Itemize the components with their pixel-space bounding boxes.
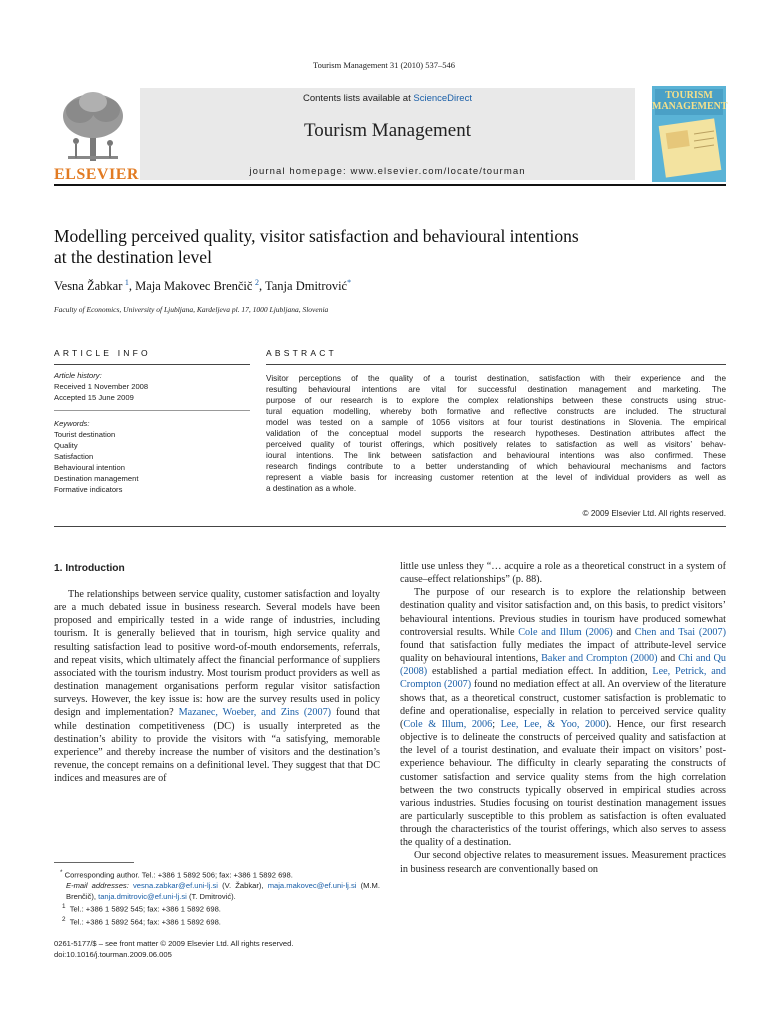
author-footnote-mark[interactable]: 1 [124,278,129,287]
citation-link[interactable]: Chi and Qu (2008) [400,653,726,678]
keyword: Formative indicators [54,485,123,494]
abstract-line: represent a viable basis for increasing customer retention at the level of individual providers as well as [266,473,726,483]
keyword: Quality [54,441,78,450]
article-history [54,370,148,403]
keywords-heading: Keywords: [54,419,90,428]
history-heading: Article history: [54,371,102,380]
journal-citation: Tourism Management 31 (2010) 537–546 [313,60,455,70]
citation-link[interactable]: Cole and Illum (2006) [518,626,613,638]
corresponding-author-note: * Corresponding author. Tel.: +386 1 5892 506; fax: +386 1 5892 698. [60,869,293,880]
author-name: Tanja Dmitrović [265,279,348,294]
front-matter [54,938,293,960]
intro-paragraph: little use unless they “… acquire a role as a theoretical construct in a system of cause–effect relationships” (p. 88). [400,561,726,586]
abstract-line: model was tested on a sample of 1056 visitors at four tourist destinations in Slovenia. The empirical [266,418,726,428]
author-name: Maja Makovec Brenčič [135,279,253,294]
intro-paragraph: Our second objective relates to measurement issues. Measurement practices in business research are conventionally based on [400,850,726,875]
cover-title-line2: MANAGEMENT [652,101,728,112]
accepted-date: Accepted 15 June 2009 [54,393,134,402]
paper-title [54,226,714,268]
abstract-line: Visitor perceptions of the quality of a tourist destination, satisfaction with their experience and the [266,374,726,383]
citation-link[interactable]: Baker and Crompton (2000) [541,653,658,665]
cover-title-line1: TOURISM [665,90,713,101]
article-info-label: ARTICLE INFO [54,348,151,358]
contents-prefix: Contents lists available at [303,93,414,104]
abstract-text [266,373,726,495]
email-link[interactable]: tanja.dmitrovic@ef.uni-lj.si [98,891,187,901]
footnotes [54,868,380,928]
citation-link[interactable]: Lee, Petrick, and Crompton (2007) [400,666,726,691]
abstract-copyright: © 2009 Elsevier Ltd. All rights reserved. [582,509,726,518]
intro-paragraph: The relationships between service quality, customer satisfaction and loyalty are a much debated issue in business research. Several models have been proposed and empirically tested in a wide range of industries, including tourism. It is generally believed that in tourism, high service quality and resulting satisfaction lead to positive word-of-mouth endorsements, referrals, and repeat visits, which ultimately affect the financial performance of suppliers associated with the tourism industry. Most tourism product providers as well as destination management organisations perform regular visitor satisfaction surveys. However, the key issue is: how are the survey results used in policy design and implementation? Mazanec, Woeber, and Zins (2007) found that while destination competitiveness (DC) is usually interpreted as the destination’s ability to provide the visitors with “a satisfying, memorable experience” and thereby increase the number of visitors and the destination’s revenue, the concept remains on a definitional level. They suggest that that DC indices and measures are of [54,589,380,785]
corresponding-mark: * [60,869,63,876]
elsevier-wordmark: ELSEVIER [54,166,139,183]
abstract-line: perceived quality of tourist offerings, which positively relates to satisfaction as well as visitors’ behav- [266,440,726,450]
email-link[interactable]: vesna.zabkar@ef.uni-lj.si [132,881,218,891]
author-list: Vesna Žabkar $^1$, Maja Makovec Brenčič $^2$, Tanja Dmitrović* [54,278,352,294]
journal-title: Tourism Management [304,120,471,141]
doi-line[interactable]: doi:10.1016/j.tourman.2009.06.005 [54,950,172,959]
citation-link[interactable]: Chen and Tsai (2007) [634,626,726,638]
section-heading-introduction: 1. Introduction [54,563,125,574]
footnote-rule [54,862,134,863]
sciencedirect-link[interactable]: ScienceDirect [413,93,472,104]
paper-title-line2: at the destination level [54,247,212,267]
received-date: Received 1 November 2008 [54,382,149,391]
email-link[interactable]: maja.makovec@ef.uni-lj.si [267,881,357,891]
abstract-rule [266,364,726,365]
keyword: Behavioural intention [54,463,125,472]
author-footnote-mark[interactable]: 2 [254,278,259,287]
citation-link[interactable]: Mazanec, Woeber, and Zins (2007) [178,707,332,719]
citation-link[interactable]: Lee, Lee, & Yoo, 2000 [500,718,606,730]
abstract-line: ioural intentions. The link between satisfaction and behavioural intentions was also confirmed. These [266,451,726,461]
citation-link[interactable]: Cole & Illum, 2006 [403,718,493,730]
left-column-body [54,588,380,785]
author-name: Vesna Žabkar [54,279,123,294]
journal-homepage[interactable]: journal homepage: www.elsevier.com/locate/tourman [249,166,526,177]
header-rule [54,184,726,186]
abstract-line: a destination as a whole. [266,484,357,494]
email-addresses: E-mail addresses: vesna.zabkar@ef.uni-lj.si (V. Žabkar), maja.makovec@ef.uni-lj.si (M.M. Brenčič), tanja.dmitrovic@ef.uni-lj.si (T. Dmitrović). [66,881,380,901]
abstract-line: purpose of our research is to explore the complex relationships between these constructs using struc- [266,396,726,406]
abstract-line: validation of the conceptual model supports the research hypotheses. Destination attributes affect the [266,429,726,439]
paper-title-line1: Modelling perceived quality, visitor satisfaction and behavioural intentions [54,226,579,246]
abstract-line: resulting behavioural intentions are vital for successful destination management and marketing. The [266,385,726,395]
abstract-bottom-rule [54,526,726,527]
keyword: Tourist destination [54,430,116,439]
affiliation: Faculty of Economics, University of Ljubljana, Kardeljeva pl. 17, 1000 Ljubljana, Slovenia [54,305,329,314]
abstract-line: tural equation modelling, whereby both formative and reflective constructs are included. The structural [266,407,726,417]
keywords-block [54,418,138,495]
keyword: Satisfaction [54,452,94,461]
abstract-line: research findings contribute to a better understanding of which behavioural mechanisms and factors [266,462,726,472]
elsevier-logo [54,86,139,184]
intro-paragraph: The purpose of our research is to explore the relationship between destination quality and visitor satisfaction and, on this basis, to predict visitors’ behavioural intentions. Previous studies in tourism have produced somewhat controversial results. While Cole and Illum (2006) and Chen and Tsai (2007) found that satisfaction fully mediates the impact of attribute-level service quality on behavioural intentions, Baker and Crompton (2000) and Chi and Qu (2008) established a partial mediation effect. In addition, Lee, Petrick, and Crompton (2007) found no mediation effect at all. An overview of the literature shows that, as a theoretical construct, customer satisfaction is problematic to define and operationalise, especially in relation to perceived service quality (Cole & Illum, 2006; Lee, Lee, & Yoo, 2000). Hence, our first research objective is to delineate the constructs of perceived quality and satisfaction at the level of a tourist destination, and evaluate their impact on visitors’ post-experience behaviour. The difficulty in clearly separating the constructs of customer satisfaction and service quality stems from the high correlation between the two constructs typically observed in empirical studies across various industries. Studies focusing on tourist destination management issues are particularly susceptible to this problem as satisfaction is often evaluated through the characteristics of the tourist offerings, which also serves to assess the quality of a destination. [400,587,726,849]
author-footnote-mark[interactable]: * [347,278,352,287]
history-rule [54,410,250,411]
right-column-body [400,560,726,876]
footnote-2: $^2$ Tel.: +386 1 5892 564; fax: +386 1 5892 698. [62,916,221,927]
footnote-1: $^1$ Tel.: +386 1 5892 545; fax: +386 1 5892 698. [62,903,221,914]
abstract-label: ABSTRACT [266,348,337,358]
contents-line [140,93,635,104]
keyword: Destination management [54,474,139,483]
journal-cover-image [652,86,726,182]
issn-line: 0261-5177/$ – see front matter © 2009 Elsevier Ltd. All rights reserved. [54,939,294,948]
article-info-rule [54,364,250,365]
